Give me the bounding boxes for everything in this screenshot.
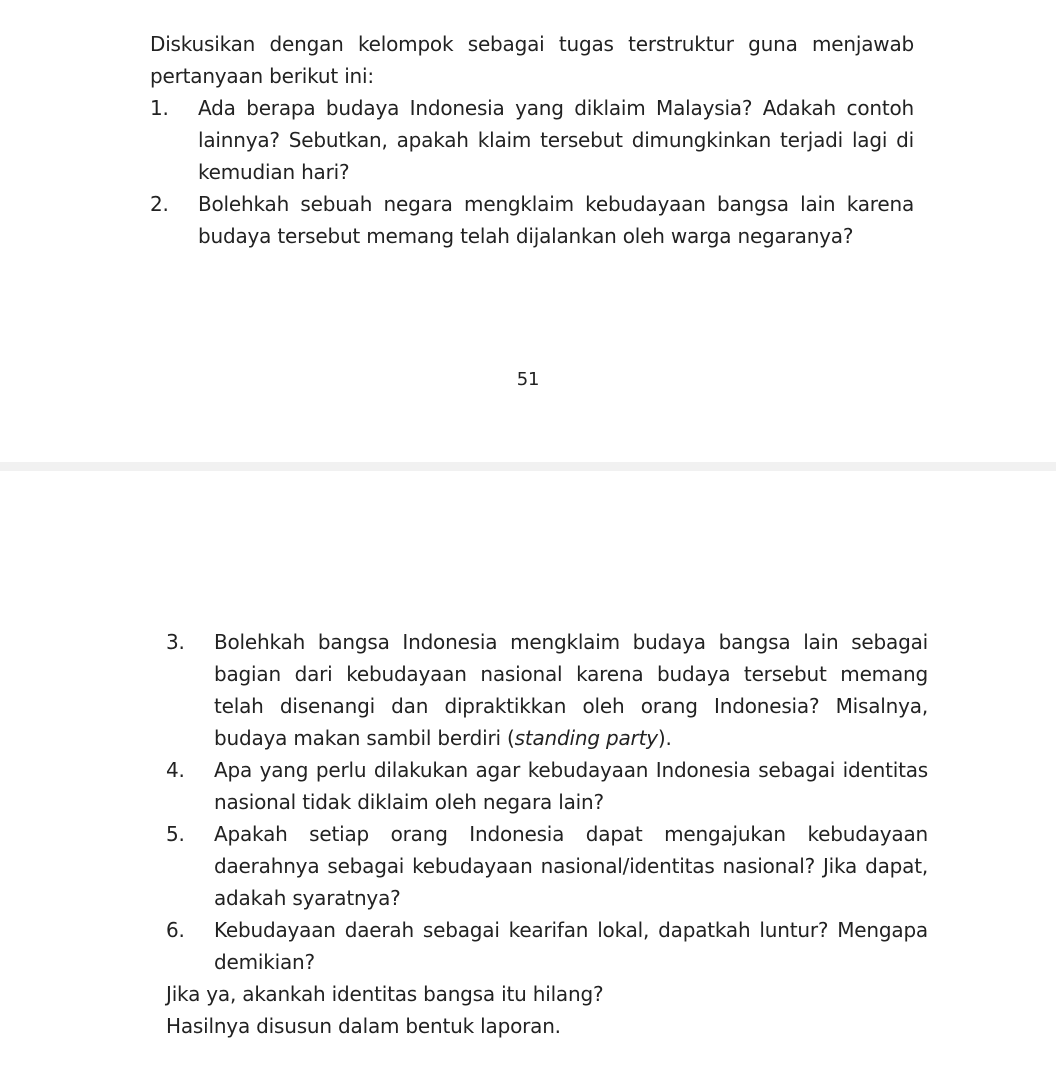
question-text: Apa yang perlu dilakukan agar kebudayaan Indonesia sebagai identitas nasional tidak diklaim oleh negara lain? — [214, 758, 928, 814]
question-number: 1. — [150, 96, 169, 120]
question-item-5 — [166, 818, 928, 914]
question-number: 6. — [166, 918, 185, 942]
question-text-end: ). — [657, 726, 672, 750]
page-52 — [0, 471, 1056, 1077]
page-number: 51 — [516, 369, 540, 390]
question-number: 2. — [150, 192, 169, 216]
question-item-1 — [150, 92, 914, 188]
follow-up-question: Jika ya, akankah identitas bangsa itu hilang? — [166, 982, 604, 1006]
question-text: Ada berapa budaya Indonesia yang diklaim Malaysia? Adakah contoh lainnya? Sebutkan, apakah klaim tersebut dimungkinkan terjadi lagi di kemudian hari? — [198, 96, 914, 184]
question-text: Bolehkah sebuah negara mengklaim kebudayaan bangsa lain karena budaya tersebut memang telah dijalankan oleh warga negaranya? — [198, 192, 914, 248]
question-number: 5. — [166, 822, 185, 846]
question-number: 3. — [166, 630, 185, 654]
assignment-block-bottom — [166, 626, 928, 1042]
question-text: Apakah setiap orang Indonesia dapat mengajukan kebudayaan daerahnya sebagai kebudayaan nasional/identitas nasional? Jika dapat, adakah syaratnya? — [214, 822, 928, 910]
question-item-2 — [150, 188, 914, 252]
question-item-4 — [166, 754, 928, 818]
question-text-italic: standing party — [514, 726, 658, 750]
question-text: Kebudayaan daerah sebagai kearifan lokal, dapatkah luntur? Mengapa demikian? — [214, 918, 928, 974]
question-text — [214, 630, 928, 750]
closing-instruction: Hasilnya disusun dalam bentuk laporan. — [166, 1014, 561, 1038]
page-51 — [0, 0, 1056, 462]
question-item-6 — [166, 914, 928, 978]
question-list-top — [150, 92, 914, 252]
question-item-3 — [166, 626, 928, 754]
question-list-bottom — [166, 626, 928, 978]
question-number: 4. — [166, 758, 185, 782]
assignment-block-top — [150, 28, 914, 252]
question-text-main: Bolehkah bangsa Indonesia mengklaim budaya bangsa lain sebagai bagian dari kebudayaan nasional karena budaya tersebut memang telah disenangi dan dipraktikkan oleh orang Indonesia? Misalnya, budaya makan sambil berdiri ( — [214, 630, 928, 750]
page-separator — [0, 462, 1056, 471]
intro-paragraph: Diskusikan dengan kelompok sebagai tugas terstruktur guna menjawab pertanyaan berikut ini: — [150, 32, 914, 88]
